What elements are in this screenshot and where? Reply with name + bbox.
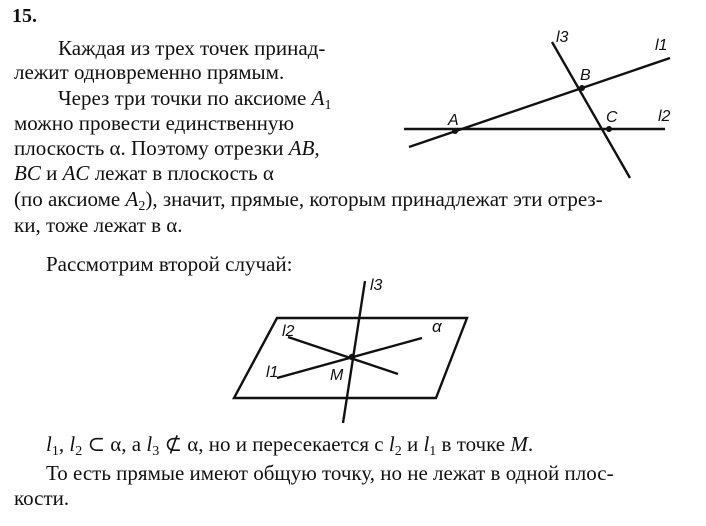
text: плоскость α. Поэтому отрезки [14,136,289,160]
axiom-label: A [125,187,139,211]
l2-label: l [388,432,395,456]
text: ⊂ α, а [82,432,147,456]
label-l3-letter: l3 [556,29,569,46]
label-a: A [448,112,459,129]
l1-subscript: 1 [51,444,59,459]
label-l3: l3 [370,277,383,294]
label-l1: l1 [266,364,279,381]
text: , [58,432,70,456]
l2-subscript: 2 [75,444,83,459]
text: ), значит, прямые, которым принадлежат эти отрез- [145,187,603,211]
label-b: B [580,67,591,84]
l3-label: l [146,432,153,456]
axiom-label: A [311,86,325,110]
axiom-subscript: 2 [138,199,146,214]
text: лежат в плоскость α [89,161,274,185]
point-m-label: M [510,432,528,456]
conclusion-line-2: кости. [14,486,70,510]
label-l2: l2 [282,323,295,340]
text: . [527,432,534,456]
text: Через три точки по аксиоме [58,86,312,110]
line-l3 [343,281,365,423]
l2-label: l [69,432,76,456]
paragraph-1-line-1: Каждая из трех точек принад- [58,36,326,60]
text: и [401,432,424,456]
text: ⊄ α, но и пересекается с [159,432,389,456]
point-m [349,354,355,360]
text: (по аксиоме [14,187,126,211]
axiom-subscript: 1 [324,98,332,113]
l1-label: l [423,432,430,456]
segment-ab: AB, [288,136,320,160]
label-alpha: α [432,317,442,336]
label-l1: l1 [655,37,668,54]
l1-label: l [46,432,52,456]
segment-bc: BC [14,161,41,185]
paragraph-2-line-2: можно провести единственную [14,111,295,135]
segment-ac: AC [62,161,90,185]
l2-subscript: 2 [394,444,402,459]
second-case-heading: Рассмотрим второй случай: [46,252,293,276]
l1-subscript: 1 [429,444,437,459]
text: и [40,161,63,185]
label-c: C [606,109,618,126]
label-m: M [330,367,344,384]
l3-subscript: 3 [152,444,160,459]
paragraph-2-line-6: ки, тоже лежат в α. [14,213,183,237]
text: в точке [436,432,511,456]
problem-number: 15. [12,5,37,27]
paragraph-1-line-2: лежит одновременно прямым. [14,60,285,84]
label-l2: l2 [658,108,671,125]
conclusion-line-1: То есть прямые имеют общую точку, но не лежат в одной плос- [46,461,614,485]
